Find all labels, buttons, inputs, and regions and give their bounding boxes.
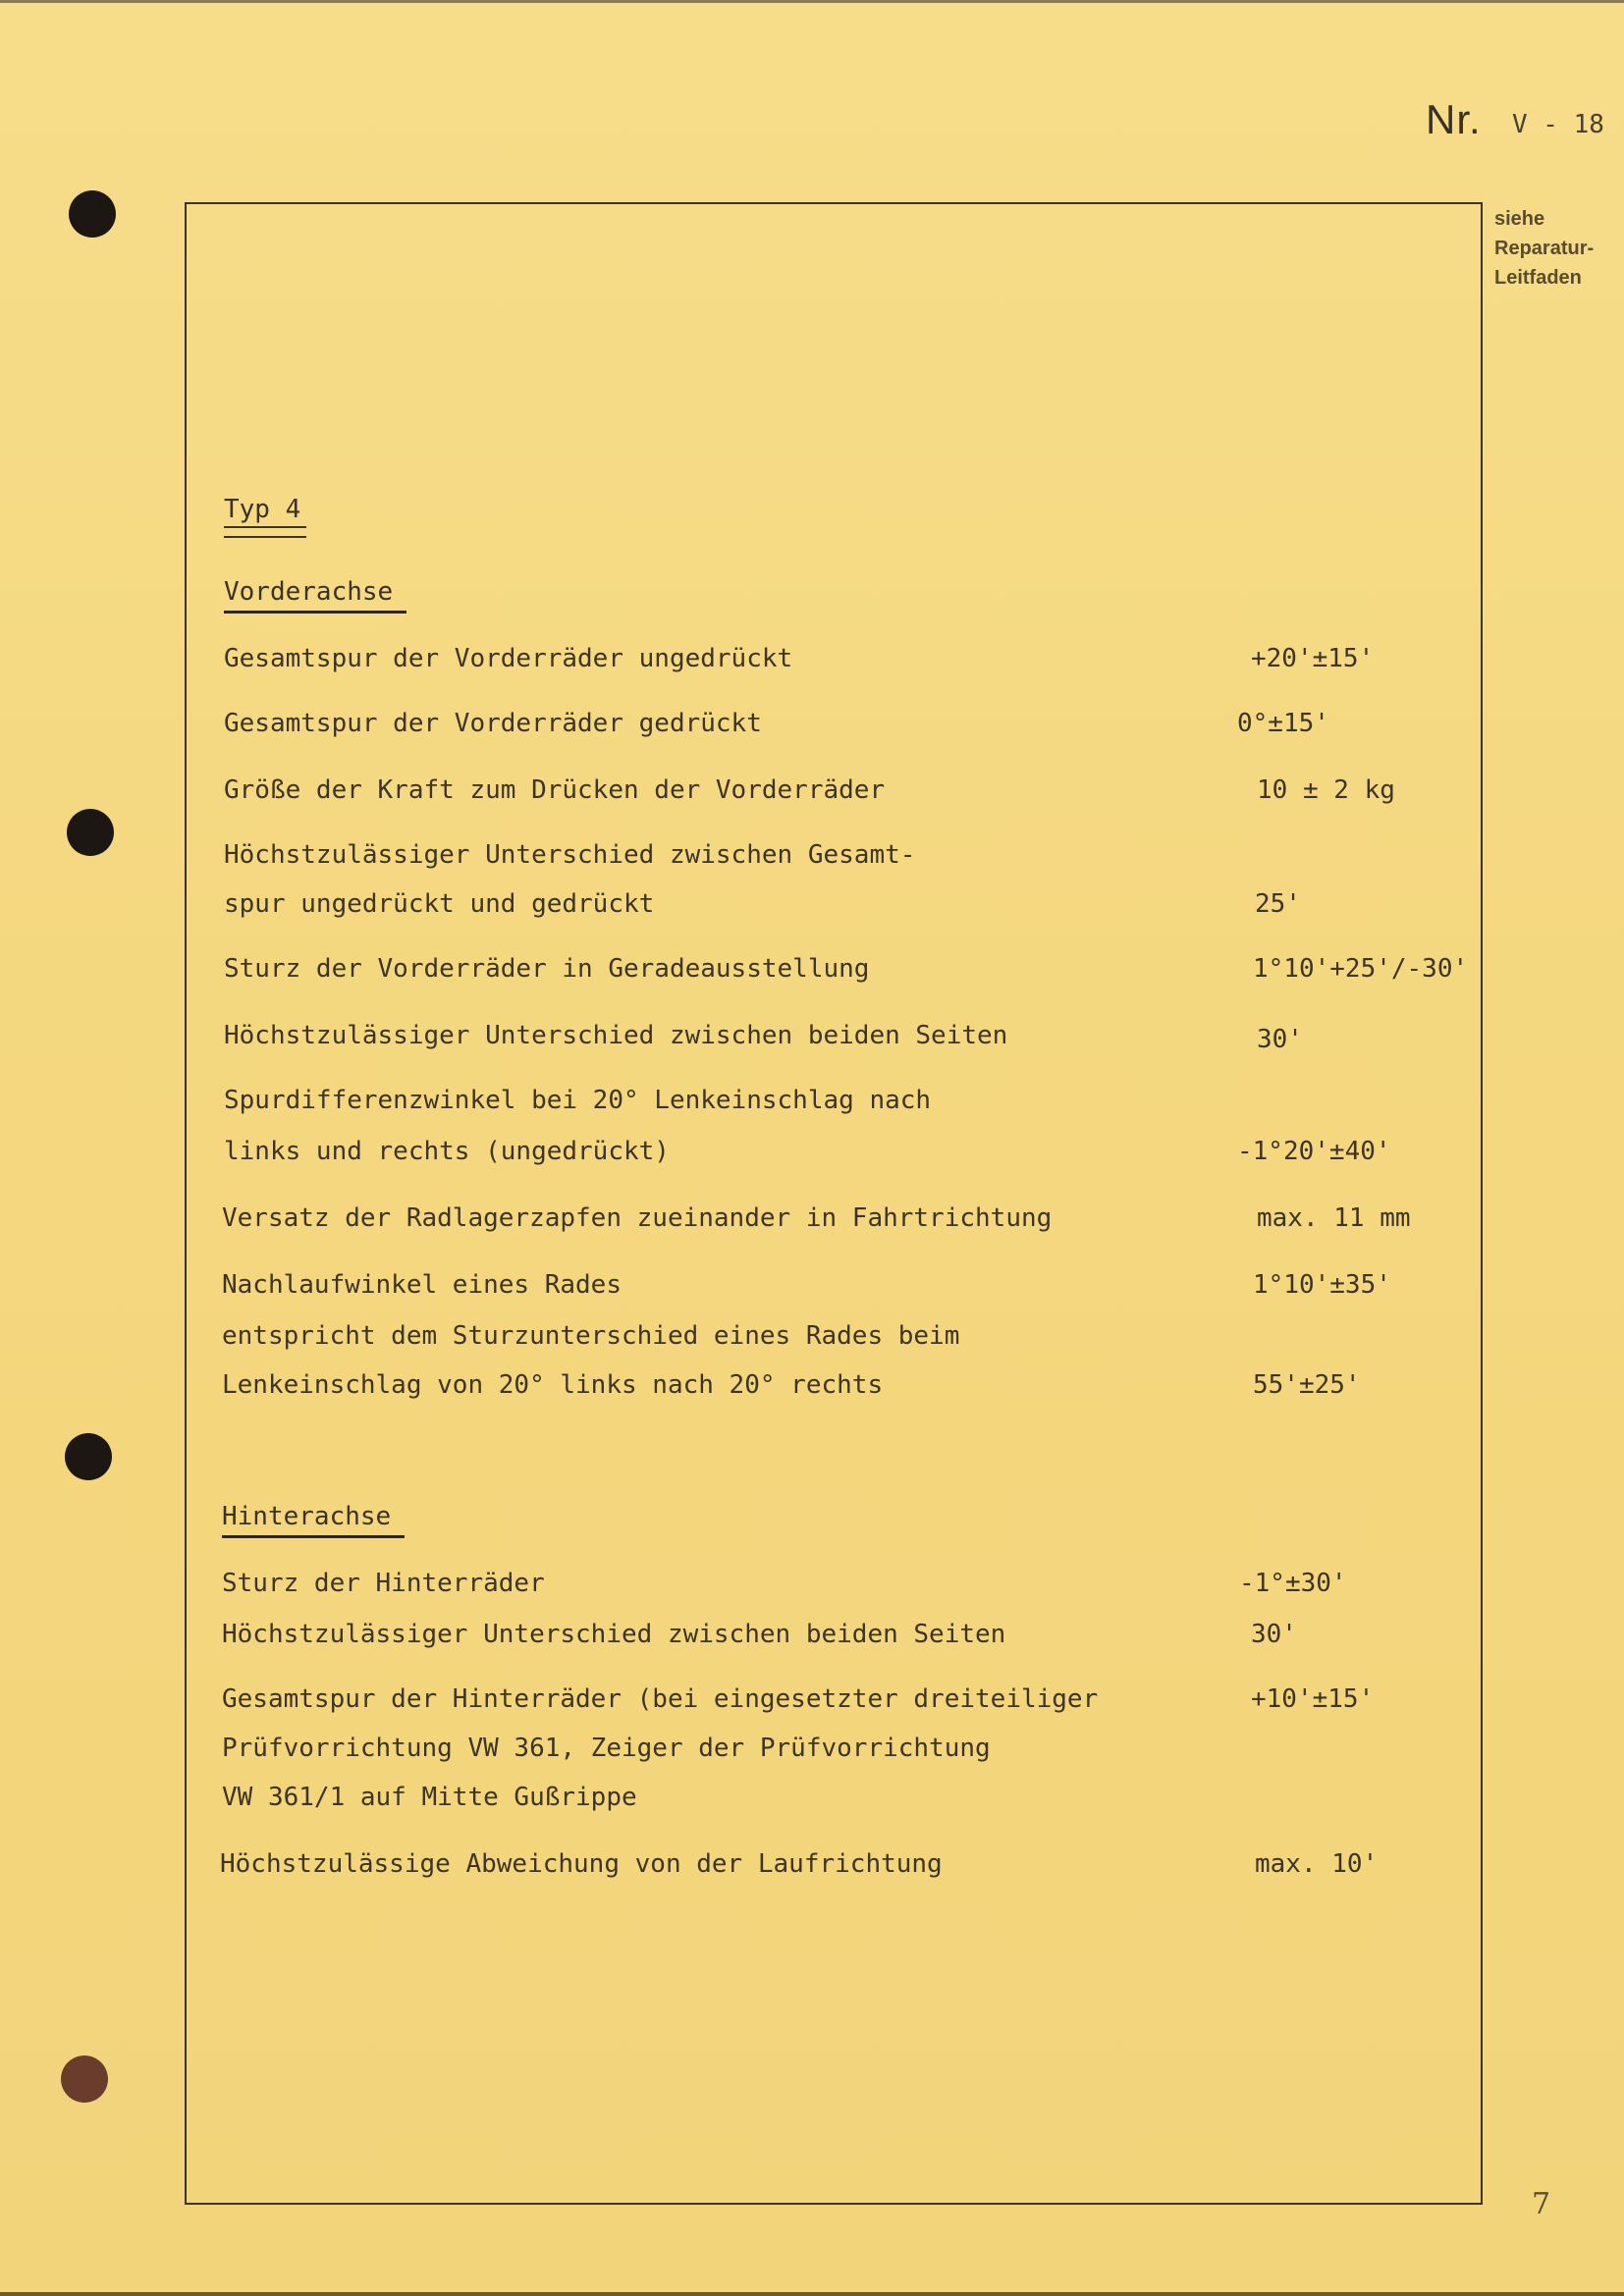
side-note-line: siehe	[1494, 208, 1545, 230]
row-label: Spurdifferenzwinkel bei 20° Lenkeinschlag nach	[224, 1086, 932, 1115]
punch-hole-1	[69, 190, 116, 238]
side-note-line: Reparatur-	[1494, 238, 1595, 259]
row-label: links und rechts (ungedrückt)	[224, 1137, 670, 1166]
row-value: +10'±15'	[1251, 1684, 1375, 1714]
row-label: Höchstzulässiger Unterschied zwischen Gesamt-	[224, 840, 916, 870]
row-value: +20'±15'	[1251, 644, 1375, 673]
row-label: Höchstzulässiger Unterschied zwischen beiden Seiten	[224, 1021, 1008, 1050]
row-label: Prüfvorrichtung VW 361, Zeiger der Prüfvorrichtung	[222, 1734, 991, 1763]
row-value: 25'	[1255, 889, 1301, 919]
row-value: 1°10'±35'	[1253, 1270, 1391, 1300]
front-axle-heading: Vorderachse	[224, 577, 394, 607]
type-heading: Typ 4	[224, 495, 301, 524]
rear-axle-heading: Hinterachse	[222, 1502, 392, 1531]
row-label: Gesamtspur der Vorderräder gedrückt	[224, 709, 762, 738]
row-label: Gesamtspur der Vorderräder ungedrückt	[224, 644, 793, 673]
front-axle-underline	[224, 611, 406, 614]
nr-label: Nr.	[1426, 96, 1482, 142]
row-label: Lenkeinschlag von 20° links nach 20° rechts	[222, 1370, 884, 1400]
row-value: 1°10'+25'/-30'	[1253, 954, 1469, 984]
row-label: VW 361/1 auf Mitte Gußrippe	[222, 1783, 637, 1812]
row-label: Höchstzulässiger Unterschied zwischen beiden Seiten	[222, 1620, 1006, 1649]
document-number: V - 18	[1512, 110, 1604, 139]
row-value: 0°±15'	[1237, 709, 1329, 738]
side-note	[1494, 204, 1594, 293]
bottom-edge	[0, 2292, 1624, 2296]
row-label: spur ungedrückt und gedrückt	[224, 889, 655, 919]
page-number: 7	[1532, 2187, 1551, 2221]
row-value: 10 ± 2 kg	[1257, 775, 1395, 805]
row-value: 30'	[1251, 1620, 1297, 1649]
punch-hole-4	[61, 2056, 108, 2103]
row-label: Gesamtspur der Hinterräder (bei eingesetzter dreiteiliger	[222, 1684, 1099, 1714]
row-value: max. 10'	[1255, 1849, 1379, 1879]
rear-axle-underline	[222, 1535, 405, 1538]
row-value: 30'	[1257, 1025, 1303, 1054]
row-label: Sturz der Vorderräder in Geradeausstellung	[224, 954, 870, 984]
top-edge	[0, 0, 1624, 3]
row-value: 55'±25'	[1253, 1370, 1361, 1400]
row-label: Höchstzulässige Abweichung von der Laufrichtung	[220, 1849, 943, 1879]
row-label: Größe der Kraft zum Drücken der Vorderräder	[224, 775, 886, 805]
row-label: Versatz der Radlagerzapfen zueinander in Fahrtrichtung	[222, 1203, 1053, 1233]
row-value: -1°20'±40'	[1237, 1137, 1391, 1166]
type-heading-double-underline	[224, 526, 306, 538]
row-label: Sturz der Hinterräder	[222, 1569, 545, 1598]
row-label: entspricht dem Sturzunterschied eines Rades beim	[222, 1321, 960, 1351]
punch-hole-3	[65, 1433, 112, 1480]
row-label: Nachlaufwinkel eines Rades	[222, 1270, 622, 1300]
punch-hole-2	[67, 809, 114, 856]
row-value: max. 11 mm	[1257, 1203, 1411, 1233]
side-note-line: Leitfaden	[1494, 267, 1582, 289]
row-value: -1°±30'	[1239, 1569, 1347, 1598]
